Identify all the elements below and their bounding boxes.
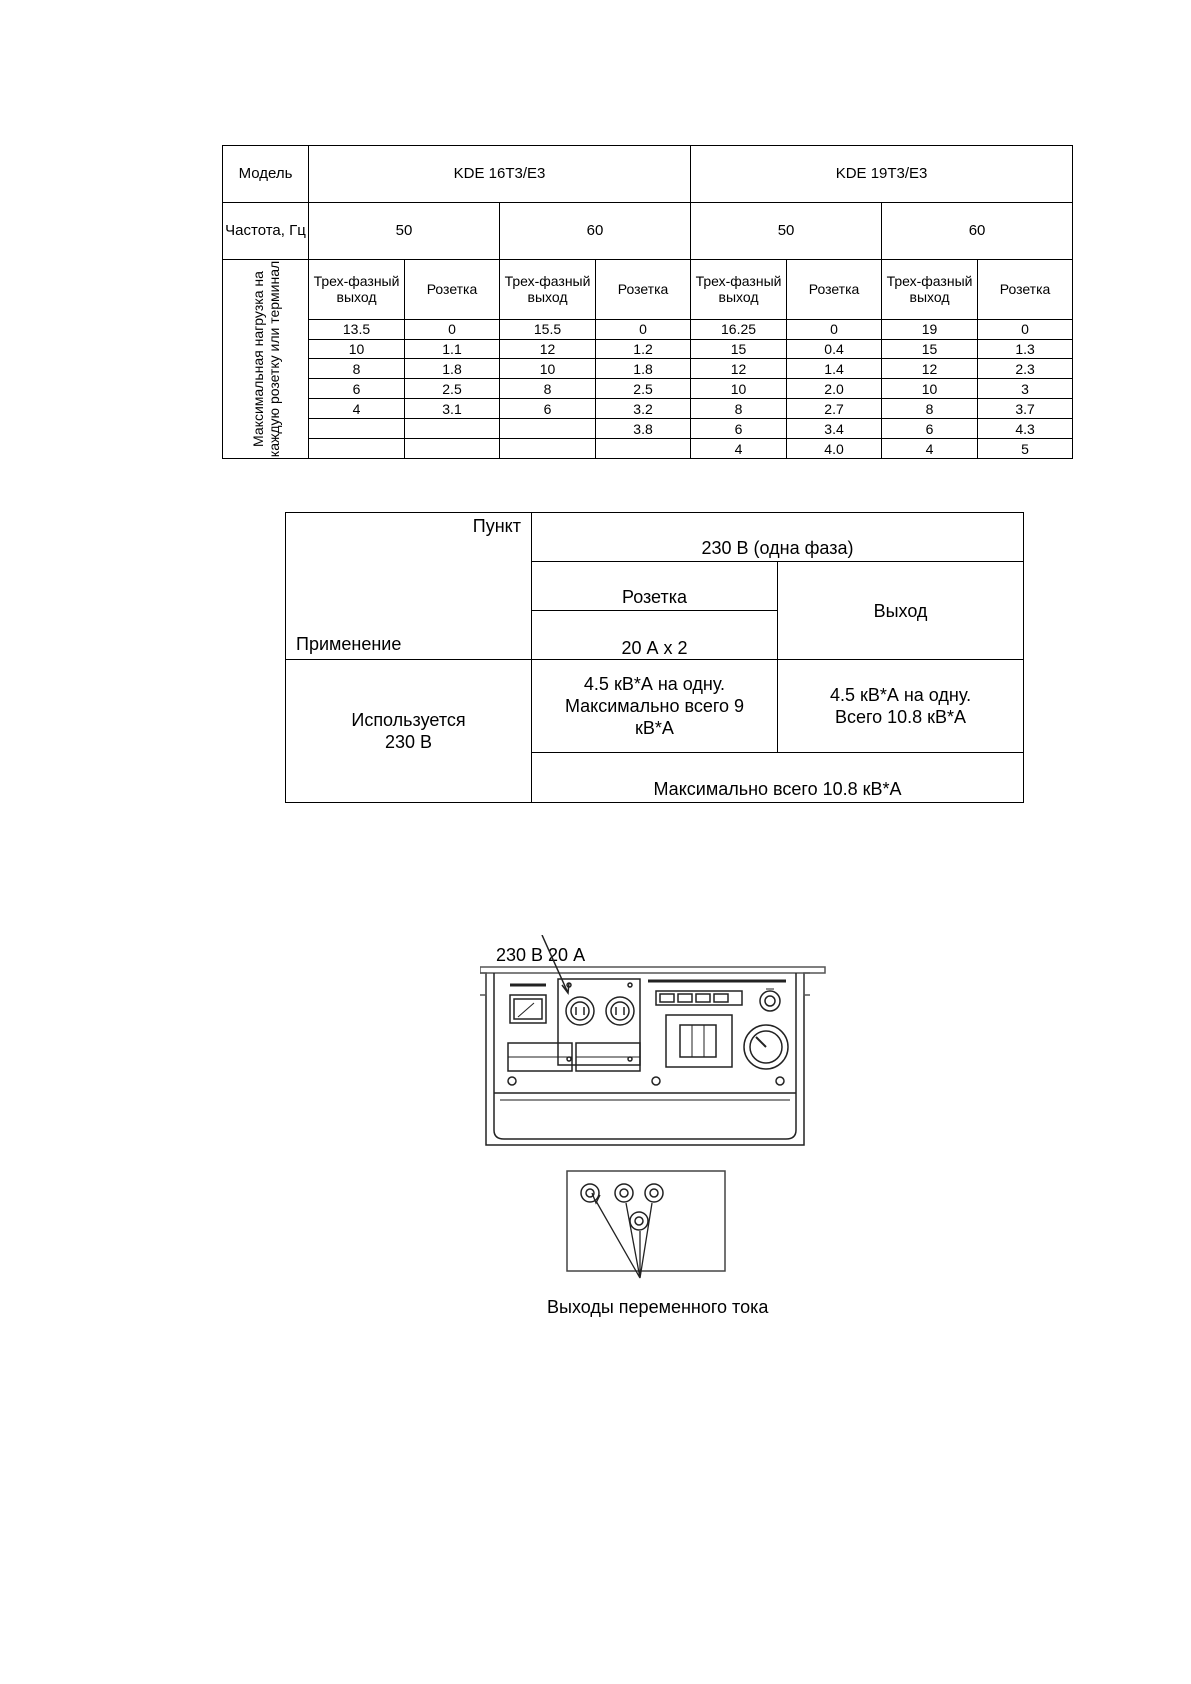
table-cell: [500, 419, 596, 439]
table-cell: 1.4: [787, 359, 882, 379]
table-cell: [309, 439, 405, 459]
col-socket: Розетка: [978, 260, 1073, 320]
table-cell: 4: [882, 439, 978, 459]
table-cell: 10: [882, 379, 978, 399]
table-cell: 0: [405, 319, 500, 339]
table-row: [223, 379, 1073, 399]
table-cell: 5: [978, 439, 1073, 459]
table-cell: 15: [691, 339, 787, 359]
table-cell: 15.5: [500, 319, 596, 339]
max-load-label-cell: [223, 260, 309, 459]
col-socket: Розетка: [787, 260, 882, 320]
col-socket: Розетка: [405, 260, 500, 320]
output-capacity: 4.5 кВ*А на одну. Всего 10.8 кВ*А: [778, 660, 1024, 753]
table-row: [223, 319, 1073, 339]
socket-rating: 20 А х 2: [532, 611, 778, 660]
table-cell: 3.7: [978, 399, 1073, 419]
table-cell: 19: [882, 319, 978, 339]
freq-50-kde19: 50: [691, 203, 882, 260]
table-cell: [596, 439, 691, 459]
application-label: Применение: [296, 634, 402, 654]
phase-header: 230 В (одна фаза): [532, 513, 1024, 562]
table-row: [223, 359, 1073, 379]
table-cell: 3.1: [405, 399, 500, 419]
table-cell: 2.7: [787, 399, 882, 419]
table-cell: 4.0: [787, 439, 882, 459]
table-cell: 8: [309, 359, 405, 379]
model-kde16: KDE 16T3/E3: [309, 146, 691, 203]
col-three-phase: Трех-фазный выход: [309, 260, 405, 320]
table-cell: 12: [882, 359, 978, 379]
table-row: [223, 339, 1073, 359]
table-row: [223, 399, 1073, 419]
table-row: [223, 439, 1073, 459]
table-cell: 6: [691, 419, 787, 439]
table-cell: 16.25: [691, 319, 787, 339]
control-panel-diagram: [480, 935, 830, 1325]
use-label: Используется 230 В: [286, 660, 532, 803]
spec-table: [285, 512, 1024, 803]
table-cell: 10: [500, 359, 596, 379]
table-cell: 8: [691, 399, 787, 419]
table-cell: [309, 419, 405, 439]
table-cell: 1.8: [405, 359, 500, 379]
freq-60-kde19: 60: [882, 203, 1073, 260]
table-cell: 3.8: [596, 419, 691, 439]
col-socket: Розетка: [596, 260, 691, 320]
table-cell: 15: [882, 339, 978, 359]
table-cell: 10: [691, 379, 787, 399]
table-cell: 8: [882, 399, 978, 419]
table-cell: 6: [500, 399, 596, 419]
table-cell: 3.4: [787, 419, 882, 439]
total-capacity: Максимально всего 10.8 кВ*А: [532, 753, 1024, 803]
table-cell: [405, 439, 500, 459]
table-cell: [500, 439, 596, 459]
table-cell: 1.3: [978, 339, 1073, 359]
table-cell: 4.3: [978, 419, 1073, 439]
table-cell: 0: [787, 319, 882, 339]
item-label: Пункт: [472, 516, 521, 536]
corner-cell: [286, 513, 532, 660]
col-three-phase: Трех-фазный выход: [500, 260, 596, 320]
freq-60-kde16: 60: [500, 203, 691, 260]
model-label: Модель: [223, 146, 309, 203]
table-cell: 2.0: [787, 379, 882, 399]
load-table: [222, 145, 1073, 459]
frequency-label: Частота, Гц: [223, 203, 309, 260]
table-cell: 2.3: [978, 359, 1073, 379]
table-cell: 10: [309, 339, 405, 359]
socket-header: Розетка: [532, 562, 778, 611]
table-cell: 0.4: [787, 339, 882, 359]
table-cell: 3: [978, 379, 1073, 399]
socket-capacity: 4.5 кВ*А на одну. Максимально всего 9 кВ*А: [532, 660, 778, 753]
table-cell: 3.2: [596, 399, 691, 419]
table-cell: 8: [500, 379, 596, 399]
ac-outputs-label: Выходы переменного тока: [547, 1297, 769, 1317]
table-cell: 2.5: [596, 379, 691, 399]
table-cell: 1.2: [596, 339, 691, 359]
max-load-label: Максимальная нагрузка на каждую розетку или терминал: [250, 260, 282, 458]
table-cell: 12: [500, 339, 596, 359]
table-cell: 1.8: [596, 359, 691, 379]
col-three-phase: Трех-фазный выход: [691, 260, 787, 320]
table-cell: 2.5: [405, 379, 500, 399]
model-kde19: KDE 19T3/E3: [691, 146, 1073, 203]
table-cell: 4: [691, 439, 787, 459]
table-cell: 13.5: [309, 319, 405, 339]
output-header: Выход: [778, 562, 1024, 660]
table-cell: 4: [309, 399, 405, 419]
col-three-phase: Трех-фазный выход: [882, 260, 978, 320]
table-cell: 12: [691, 359, 787, 379]
table-cell: 6: [882, 419, 978, 439]
freq-50-kde16: 50: [309, 203, 500, 260]
table-cell: 1.1: [405, 339, 500, 359]
table-row: [223, 419, 1073, 439]
table-cell: 0: [596, 319, 691, 339]
table-cell: 6: [309, 379, 405, 399]
table-cell: [405, 419, 500, 439]
table-cell: 0: [978, 319, 1073, 339]
socket-rating-label: 230 В 20 А: [496, 945, 586, 965]
